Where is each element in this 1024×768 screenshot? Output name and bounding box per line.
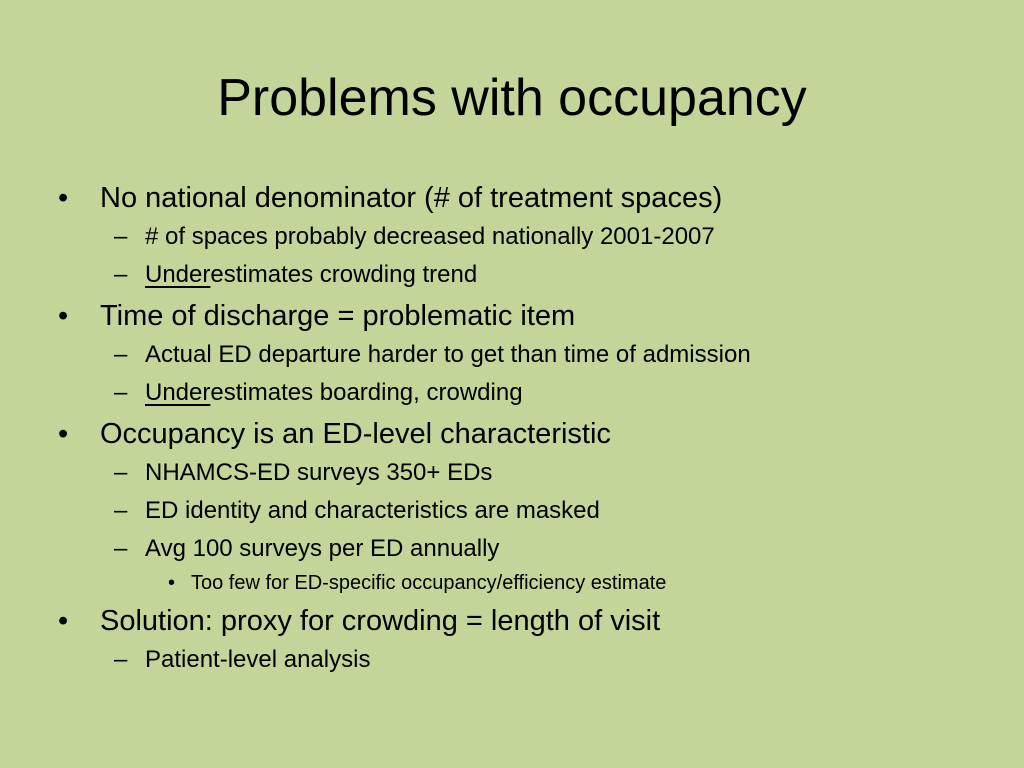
bullet-dot-icon: • <box>58 418 69 450</box>
bullet-dash-icon: – <box>114 459 128 486</box>
bullet-text: ED identity and characteristics are masked <box>145 497 600 524</box>
bullet-list <box>58 178 998 679</box>
bullet-dot-icon: • <box>58 605 69 637</box>
bullet-item <box>58 414 998 454</box>
sub-sub-bullet-item <box>58 568 998 599</box>
bullet-text: NHAMCS-ED surveys 350+ EDs <box>145 459 493 486</box>
bullet-text: No national denominator (# of treatment spaces) <box>100 182 723 214</box>
sub-bullet-item <box>58 454 998 492</box>
bullet-dash-icon: – <box>114 261 128 288</box>
sub-bullet-item <box>58 218 998 256</box>
bullet-dash-icon: – <box>114 341 128 368</box>
sub-bullet-item <box>58 256 998 294</box>
bullet-dash-icon: – <box>114 535 128 562</box>
bullet-text: Avg 100 surveys per ED annually <box>145 535 500 562</box>
bullet-item <box>58 296 998 336</box>
sub-bullet-item <box>58 492 998 530</box>
bullet-text: Actual ED departure harder to get than time of admission <box>145 341 751 368</box>
bullet-dot-icon: • <box>58 182 69 214</box>
bullet-dot-icon: • <box>58 300 69 332</box>
bullet-text: # of spaces probably decreased nationally 2001-2007 <box>145 223 715 250</box>
bullet-text: estimates crowding trend <box>210 261 478 288</box>
bullet-text: Patient-level analysis <box>145 646 371 673</box>
bullet-dash-icon: – <box>114 497 128 524</box>
bullet-text: Too few for ED-specific occupancy/efficiency estimate <box>191 572 667 594</box>
sub-bullet-item <box>58 641 998 679</box>
sub-bullet-item <box>58 530 998 568</box>
underlined-text: Under <box>145 261 211 288</box>
bullet-dot-icon: • <box>168 572 176 594</box>
bullet-dash-icon: – <box>114 379 128 406</box>
bullet-item <box>58 178 998 218</box>
sub-bullet-item <box>58 336 998 374</box>
underlined-text: Under <box>145 379 211 406</box>
bullet-text: Time of discharge = problematic item <box>100 300 576 332</box>
bullet-dash-icon: – <box>114 646 128 673</box>
bullet-text: Occupancy is an ED-level characteristic <box>100 418 611 450</box>
bullet-item <box>58 601 998 641</box>
bullet-dash-icon: – <box>114 223 128 250</box>
bullet-text: Solution: proxy for crowding = length of visit <box>100 605 661 637</box>
slide-title: Problems with occupancy <box>217 69 807 127</box>
sub-bullet-item <box>58 374 998 412</box>
bullet-text: estimates boarding, crowding <box>210 379 523 406</box>
